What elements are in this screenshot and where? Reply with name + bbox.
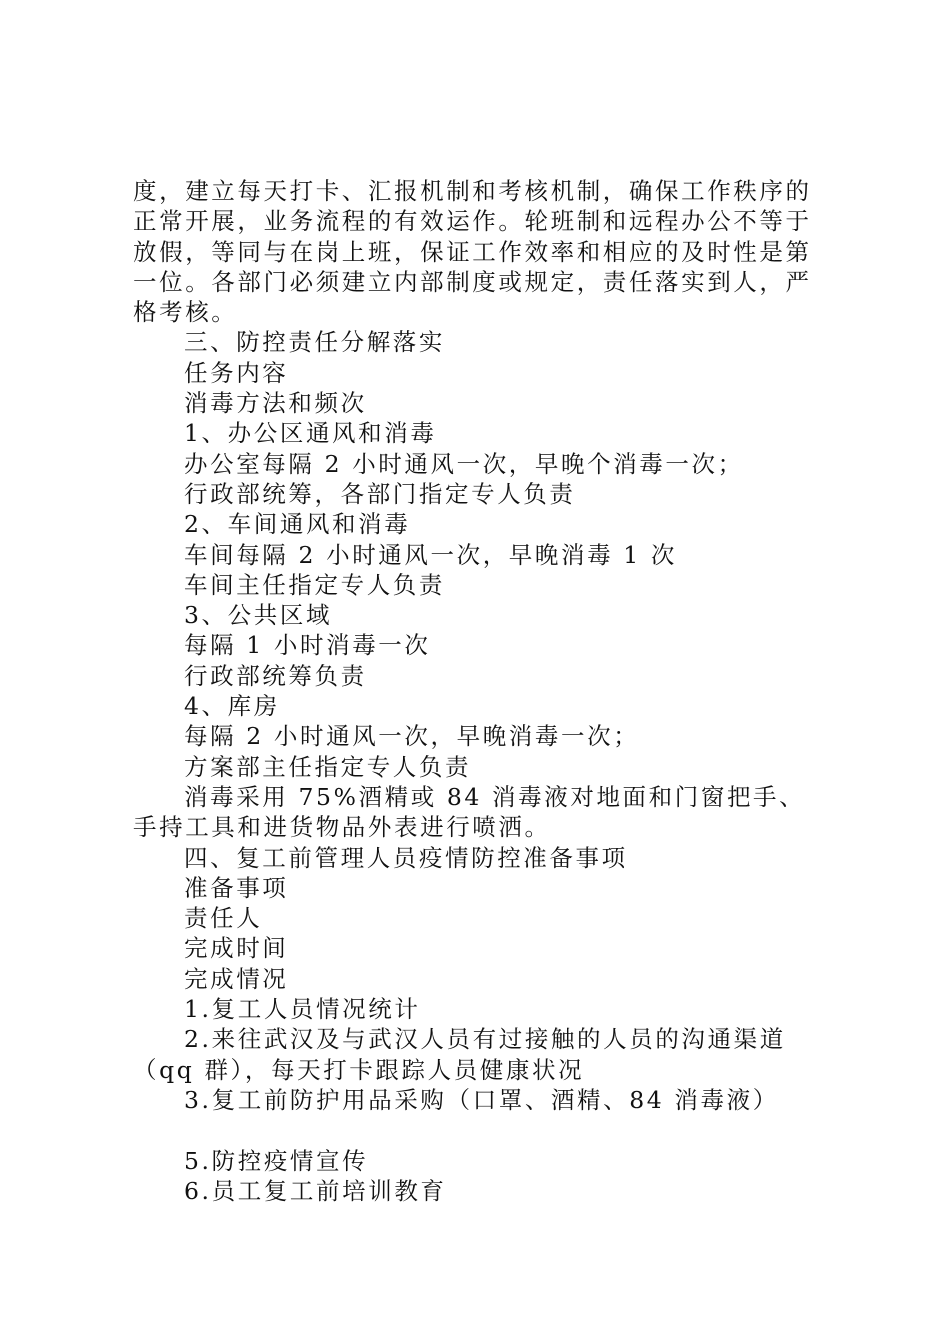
item-warehouse-owner: 方案部主任指定专人负责	[184, 752, 472, 781]
item-workshop-method: 车间每隔 2 小时通风一次，早晚消毒 1 次	[184, 540, 677, 569]
table-header-method: 消毒方法和频次	[184, 389, 367, 418]
prep-item-1: 1.复工人员情况统计	[184, 995, 421, 1024]
prep-item-6: 6.员工复工前培训教育	[184, 1176, 447, 1205]
item-warehouse: 4、库房	[184, 692, 280, 721]
section-heading-4: 四、复工前管理人员疫情防控准备事项	[184, 843, 628, 872]
table-header-prep: 准备事项	[184, 873, 289, 902]
item-office: 1、办公区通风和消毒	[184, 419, 437, 448]
blank-line	[133, 1115, 823, 1145]
item-workshop-owner: 车间主任指定专人负责	[184, 570, 445, 599]
table-header-status: 完成情况	[184, 964, 289, 993]
item-office-owner: 行政部统筹，各部门指定专人负责	[184, 479, 576, 508]
table-header-task: 任务内容	[184, 358, 289, 387]
section-heading-3: 三、防控责任分解落实	[184, 328, 445, 357]
item-public-area-owner: 行政部统筹负责	[184, 661, 367, 690]
table-header-owner: 责任人	[184, 904, 263, 933]
item-warehouse-method: 每隔 2 小时通风一次，早晚消毒一次；	[184, 722, 640, 751]
paragraph-work-discipline: 度，建立每天打卡、汇报机制和考核机制，确保工作秩序的正常开展，业务流程的有效运作。轮班制和远程办公不等于放假，等同与在岗上班，保证工作效率和相应的及时性是第一位。各部门必须建立内部制度或规定，责任落实到人，严格考核。	[133, 177, 812, 327]
item-public-area: 3、公共区域	[184, 601, 333, 630]
prep-item-2: 2.来往武汉及与武汉人员有过接触的人员的沟通渠道（qq 群），每天打卡跟踪人员健康状况	[133, 1025, 786, 1084]
document-body	[133, 176, 823, 1206]
table-header-deadline: 完成时间	[184, 934, 289, 963]
paragraph-disinfection: 消毒采用 75%酒精或 84 消毒液对地面和门窗把手、手持工具和进货物品外表进行喷洒。	[133, 782, 806, 842]
item-workshop: 2、车间通风和消毒	[184, 510, 411, 539]
prep-item-5: 5.防控疫情宣传	[184, 1146, 369, 1175]
item-office-method: 办公室每隔 2 小时通风一次，早晚个消毒一次；	[184, 449, 744, 478]
item-public-area-method: 每隔 1 小时消毒一次	[184, 631, 431, 660]
prep-item-3: 3.复工前防护用品采购（口罩、酒精、84 消毒液）	[184, 1085, 779, 1114]
